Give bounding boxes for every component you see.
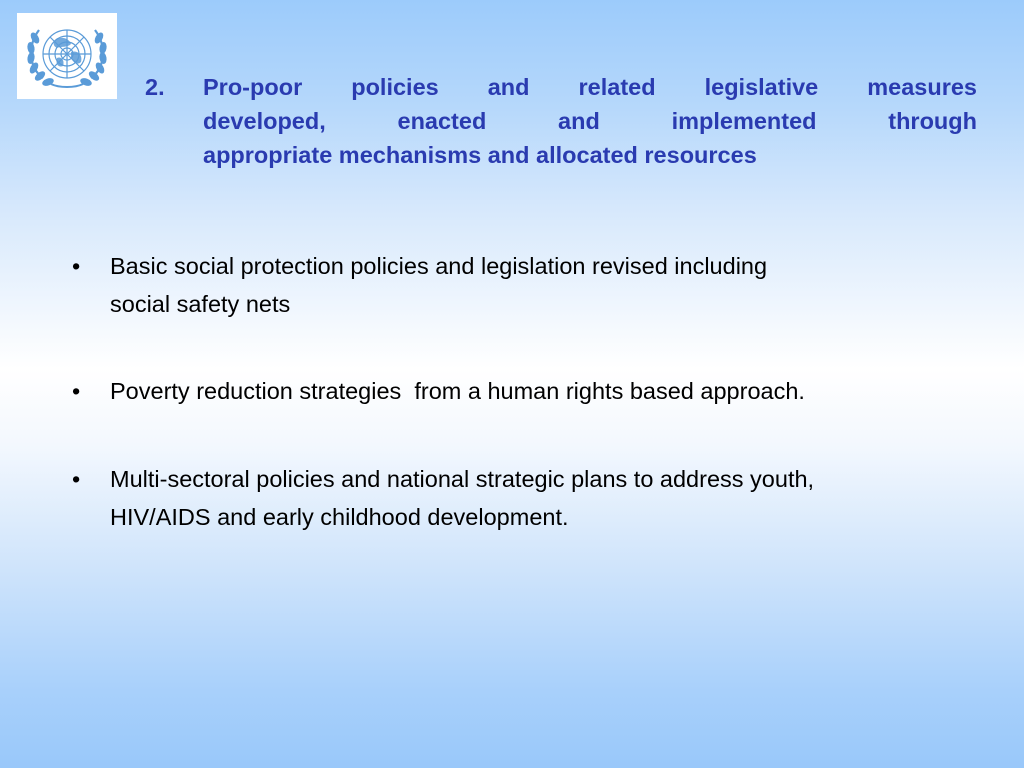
bullet-line: Poverty reduction strategies from a human rights based approach. — [110, 378, 805, 404]
bullet-line: HIV/AIDS and early childhood development. — [110, 504, 569, 530]
title-line-1-text: Pro-poor policies and related legislative measures — [203, 74, 977, 100]
un-emblem-logo — [17, 13, 117, 99]
title-number: 2. — [145, 74, 165, 100]
title-line-3: appropriate mechanisms and allocated resources — [203, 142, 757, 168]
un-emblem-icon — [21, 16, 113, 96]
title-line-1 — [145, 70, 977, 104]
bullet-list — [72, 247, 972, 585]
bullet-line: Basic social protection policies and legislation revised including — [110, 253, 768, 279]
slide-title — [145, 70, 977, 172]
bullet-item — [72, 247, 972, 323]
bullet-line: Multi-sectoral policies and national strategic plans to address youth, — [110, 466, 815, 492]
bullet-marker: • — [72, 378, 81, 404]
title-line-2: developed, enacted and implemented through — [203, 108, 977, 134]
bullet-marker: • — [72, 466, 81, 492]
bullet-marker: • — [72, 253, 81, 279]
bullet-line: social safety nets — [110, 291, 291, 317]
bullet-item — [72, 372, 972, 410]
bullet-item — [72, 460, 972, 536]
